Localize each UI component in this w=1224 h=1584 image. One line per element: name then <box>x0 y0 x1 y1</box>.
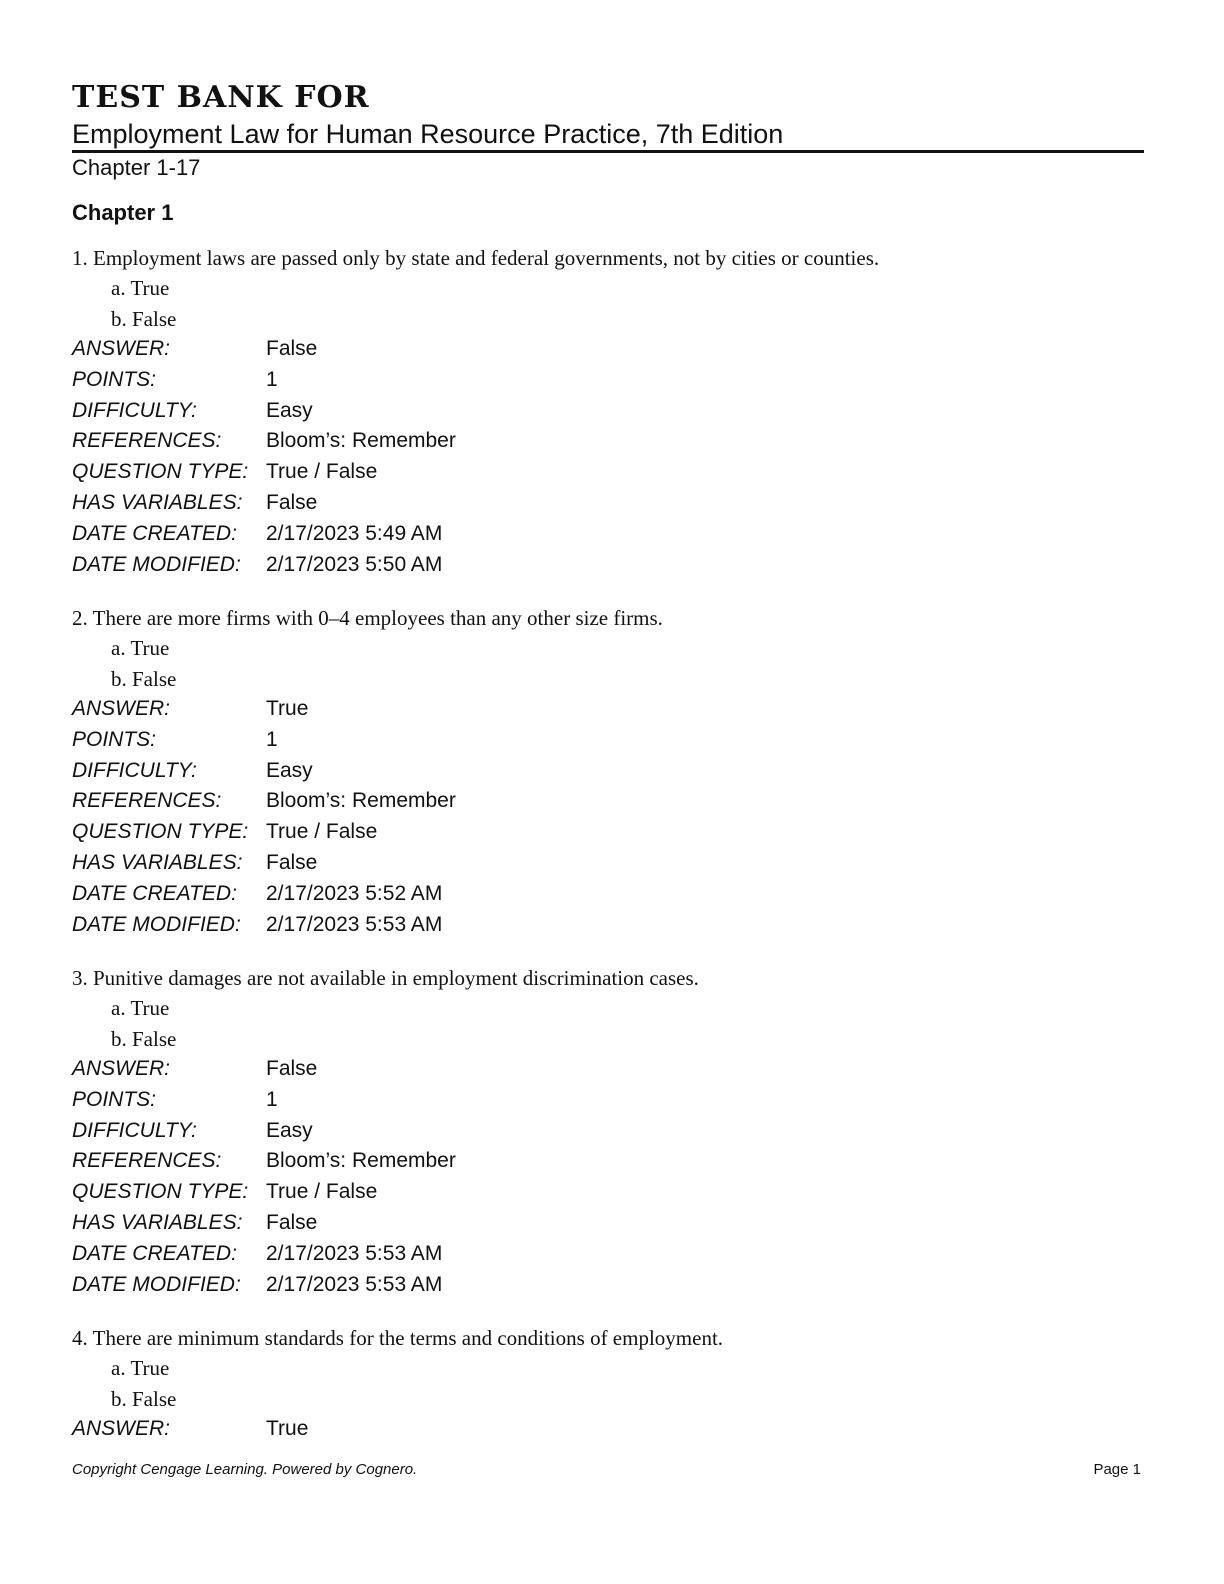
has-variables-row <box>72 1208 1152 1239</box>
points-value: 1 <box>266 1087 278 1111</box>
date-created-value: 2/17/2023 5:53 AM <box>266 1241 443 1265</box>
question-type-value: True / False <box>266 820 378 844</box>
chapter-heading: Chapter 1 <box>72 200 174 225</box>
date-modified-label: DATE MODIFIED: <box>72 1272 241 1296</box>
question-type-row <box>72 457 1152 488</box>
answer-row <box>72 1054 1152 1085</box>
question-type-row <box>72 1177 1152 1208</box>
difficulty-value: Easy <box>266 758 313 782</box>
date-modified-value: 2/17/2023 5:53 AM <box>266 912 443 936</box>
has-variables-row <box>72 488 1152 519</box>
date-created-value: 2/17/2023 5:49 AM <box>266 521 443 545</box>
option-a: a. True <box>111 1356 170 1380</box>
question-text: 4. There are minimum standards for the terms and conditions of employment. <box>72 1326 724 1350</box>
question-2 <box>72 603 1152 940</box>
question-type-row <box>72 817 1152 848</box>
date-modified-row <box>72 910 1152 941</box>
points-row <box>72 725 1152 756</box>
question-type-label: QUESTION TYPE: <box>72 460 249 484</box>
date-modified-value: 2/17/2023 5:53 AM <box>266 1272 443 1296</box>
points-value: 1 <box>266 727 278 751</box>
option-a: a. True <box>111 636 170 660</box>
option-b: b. False <box>111 1386 177 1411</box>
question-type-label: QUESTION TYPE: <box>72 820 249 844</box>
date-created-label: DATE CREATED: <box>72 881 237 905</box>
option-a: a. True <box>111 996 170 1020</box>
points-row <box>72 365 1152 396</box>
answer-label: ANSWER: <box>72 697 171 720</box>
answer-label: ANSWER: <box>72 1057 171 1080</box>
question-3 <box>72 963 1152 1300</box>
answer-value: True <box>266 1417 309 1440</box>
references-row <box>72 426 1152 457</box>
points-value: 1 <box>266 367 278 391</box>
question-type-value: True / False <box>266 1180 378 1204</box>
answer-label: ANSWER: <box>72 1417 171 1440</box>
option-b: b. False <box>111 306 177 331</box>
title-divider <box>72 150 1144 153</box>
date-created-row <box>72 1239 1152 1270</box>
references-value: Bloom’s: Remember <box>266 789 456 813</box>
document-subtitle: Employment Law for Human Resource Practice, 7th Edition <box>72 119 784 149</box>
difficulty-row <box>72 396 1152 427</box>
references-label: REFERENCES: <box>72 789 222 813</box>
difficulty-label: DIFFICULTY: <box>72 398 197 422</box>
date-modified-label: DATE MODIFIED: <box>72 912 241 936</box>
points-label: POINTS: <box>72 727 157 751</box>
references-row <box>72 786 1152 817</box>
answer-value: False <box>266 1057 318 1080</box>
question-4 <box>72 1323 1152 1445</box>
has-variables-label: HAS VARIABLES: <box>72 850 243 874</box>
page-number: Page 1 <box>1093 1461 1141 1478</box>
difficulty-row <box>72 756 1152 787</box>
date-modified-row <box>72 1270 1152 1301</box>
date-modified-value: 2/17/2023 5:50 AM <box>266 552 443 576</box>
date-created-row <box>72 519 1152 550</box>
document-title: TEST BANK FOR <box>72 80 370 115</box>
references-value: Bloom’s: Remember <box>266 1149 456 1173</box>
has-variables-label: HAS VARIABLES: <box>72 1210 243 1234</box>
points-label: POINTS: <box>72 367 157 391</box>
answer-row <box>72 334 1152 365</box>
date-modified-label: DATE MODIFIED: <box>72 552 241 576</box>
answer-value: False <box>266 337 318 360</box>
has-variables-value: False <box>266 850 318 874</box>
footer-copyright: Copyright Cengage Learning. Powered by Cognero. <box>72 1461 418 1478</box>
has-variables-row <box>72 848 1152 879</box>
difficulty-value: Easy <box>266 398 313 422</box>
references-label: REFERENCES: <box>72 429 222 453</box>
answer-value: True <box>266 697 309 720</box>
chapter-range: Chapter 1-17 <box>72 155 201 180</box>
references-value: Bloom’s: Remember <box>266 429 456 453</box>
question-1 <box>72 243 1152 580</box>
date-created-label: DATE CREATED: <box>72 1241 237 1265</box>
answer-row <box>72 1414 1152 1445</box>
option-a: a. True <box>111 276 170 300</box>
has-variables-label: HAS VARIABLES: <box>72 490 243 514</box>
question-text: 3. Punitive damages are not available in employment discrimination cases. <box>72 966 699 990</box>
question-type-value: True / False <box>266 460 378 484</box>
question-text: 2. There are more firms with 0–4 employees than any other size firms. <box>72 606 663 630</box>
points-label: POINTS: <box>72 1087 157 1111</box>
option-b: b. False <box>111 666 177 691</box>
difficulty-label: DIFFICULTY: <box>72 758 197 782</box>
difficulty-value: Easy <box>266 1118 313 1142</box>
date-created-label: DATE CREATED: <box>72 521 237 545</box>
date-created-value: 2/17/2023 5:52 AM <box>266 881 443 905</box>
date-modified-row <box>72 550 1152 581</box>
has-variables-value: False <box>266 490 318 514</box>
references-label: REFERENCES: <box>72 1149 222 1173</box>
difficulty-label: DIFFICULTY: <box>72 1118 197 1142</box>
has-variables-value: False <box>266 1210 318 1234</box>
difficulty-row <box>72 1116 1152 1147</box>
answer-label: ANSWER: <box>72 337 171 360</box>
references-row <box>72 1146 1152 1177</box>
answer-row <box>72 694 1152 725</box>
option-b: b. False <box>111 1026 177 1051</box>
question-type-label: QUESTION TYPE: <box>72 1180 249 1204</box>
points-row <box>72 1085 1152 1116</box>
date-created-row <box>72 879 1152 910</box>
question-text: 1. Employment laws are passed only by state and federal governments, not by cities or counties. <box>72 246 880 270</box>
